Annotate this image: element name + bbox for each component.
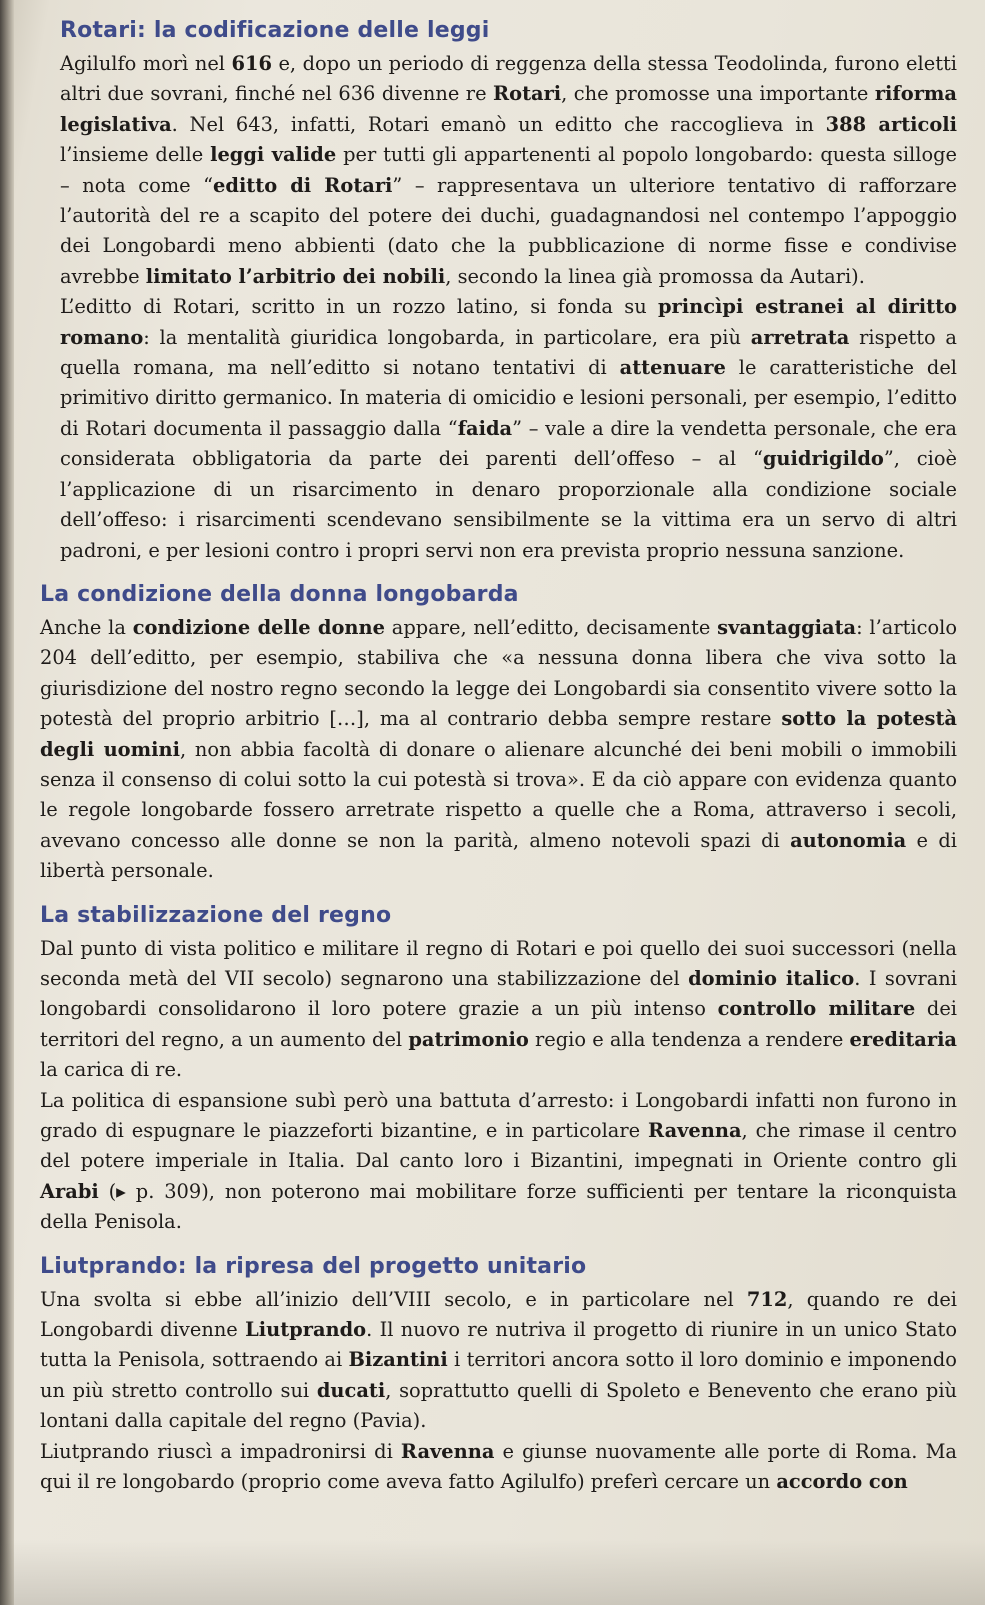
text-run: (▸ p. 309), non poterono mai mobilitare forze sufficienti per tentare la riconquista della Penisola.: [40, 1179, 957, 1234]
paragraph: [40, 1086, 957, 1238]
section: [40, 1254, 957, 1498]
text-run: . Nel 643, infatti, Rotari emanò un editto che raccoglieva in: [171, 112, 826, 136]
paragraph: [40, 1285, 957, 1437]
text-run: : l’articolo 204 dell’editto, per esempio, stabiliva che «a nessuna donna libera che viva sotto la giurisdizione del nostro regno secondo la legge dei Longobardi sia consentito vivere sotto la potestà del proprio arbitrio […], ma al contrario debba sempre restare: [40, 615, 958, 731]
text-run: , soprattutto quelli di Spoleto e Benevento che erano più lontani dalla capitale del regno (Pavia).: [40, 1378, 958, 1433]
text-run: per tutti gli appartenenti al popolo longobardo: questa silloge – nota come “: [60, 143, 958, 197]
text-run: e giunse nuovamente alle porte di Roma. Ma qui il re longobardo (proprio come aveva fatto Agilulfo) preferì cercare un: [40, 1439, 957, 1494]
text-run: ” – vale a dire la vendetta personale, che era considerata obbligatoria da parte dei parenti dell’offeso – al “: [60, 416, 957, 471]
bold-term: controllo militare: [717, 997, 916, 1021]
bold-term: dominio italico: [688, 966, 855, 990]
text-run: dei territori del regno, a un aumento del: [40, 997, 957, 1051]
bold-term: 616: [231, 52, 272, 75]
bold-term: svantaggiata: [717, 615, 857, 639]
page-binding-edge: [0, 0, 14, 1605]
bold-term: ereditaria: [849, 1027, 957, 1051]
text-run: . Il nuovo re nutriva il progetto di riunire in un unico Stato tutta la Penisola, sottraendo ai: [40, 1318, 957, 1372]
text-run: : la mentalità giuridica longobarda, in particolare, era più: [143, 325, 751, 349]
paragraph: [40, 613, 957, 887]
paragraph: [60, 49, 957, 292]
section: [40, 582, 957, 887]
bold-term: princìpi estranei al diritto romano: [60, 295, 957, 349]
text-run: , secondo la linea già promossa da Autari).: [445, 264, 865, 288]
text-run: , che rimase il centro del potere imperiale in Italia. Dal canto loro i Bizantini, impegnati in Oriente contro gli: [40, 1119, 957, 1173]
text-run: appare, nell’editto, decisamente: [384, 615, 718, 639]
page-bottom-shadow: [0, 1540, 985, 1605]
section: [40, 18, 957, 566]
page-content: [40, 18, 957, 1497]
bold-term: 388 articoli: [825, 112, 957, 136]
text-run: L’editto di Rotari, scritto in un rozzo latino, si fonda su: [60, 295, 658, 319]
bold-term: Arabi: [40, 1179, 99, 1203]
bold-term: sotto la potestà degli uomini: [40, 707, 957, 761]
text-run: ” – rappresentava un ulteriore tentativo di rafforzare l’autorità del re a scapito del potere dei duchi, guadagnandosi nel contempo l’appoggio dei Longobardi meno abbienti (dato che la pubblicazione di norme fisse e condivise avrebbe: [60, 173, 957, 288]
section-title: Rotari: la codificazione delle leggi: [60, 18, 490, 43]
section-title: La stabilizzazione del regno: [40, 902, 392, 928]
bold-term: autonomia: [790, 828, 907, 852]
bold-term: Bizantini: [348, 1348, 448, 1372]
bold-term: Ravenna: [648, 1119, 742, 1142]
bold-term: Ravenna: [400, 1439, 495, 1463]
section-title: Liutprando: la ripresa del progetto unitario: [40, 1253, 587, 1279]
bold-term: condizione delle donne: [132, 615, 385, 639]
bold-term: Liutprando: [245, 1318, 367, 1342]
text-run: ”, cioè l’applicazione di un risarcimento in denaro proporzionale alla condizione sociale dell’offeso: i risarcimenti scendevano sensibilmente se la vittima era un servo di altri padroni, e per lesioni contro i propri servi non era prevista proprio nessuna sanzione.: [60, 447, 957, 562]
bold-term: guidrigildo: [762, 447, 884, 471]
bold-term: limitato l’arbitrio dei nobili: [145, 264, 446, 288]
text-run: , che promosse una importante: [561, 82, 875, 106]
text-run: regio e alla tendenza a rendere: [528, 1027, 850, 1051]
paragraph: [60, 292, 957, 566]
text-run: e di libertà personale.: [40, 828, 957, 883]
paragraph: [40, 1437, 957, 1498]
bold-term: editto di Rotari: [213, 173, 393, 197]
text-run: Liutprando riuscì a impadronirsi di: [40, 1439, 401, 1463]
text-run: , non abbia facoltà di donare o alienare alcunché dei beni mobili o immobili senza il consenso di colui sotto la cui potestà si trova». E da ciò appare con evidenza quanto le regole longobarde fossero arretrate rispetto a quelle che a Roma, attraverso i secoli, avevano concesso alle donne se non la parità, almeno notevoli spazi di: [40, 737, 957, 852]
text-run: Una svolta si ebbe all’inizio dell’VIII secolo, e in particolare nel: [40, 1287, 747, 1311]
text-run: Anche la: [40, 615, 133, 639]
text-run: rispetto a quella romana, ma nell’editto si notano tentativi di: [60, 325, 957, 380]
section-title: La condizione della donna longobarda: [40, 581, 519, 607]
text-run: Agilulfo morì nel: [60, 52, 232, 75]
text-run: le caratteristiche del primitivo diritto germanico. In materia di omicidio e lesioni personali, per esempio, l’editto di Rotari documenta il passaggio dalla “: [60, 356, 957, 440]
bold-term: 712: [746, 1287, 788, 1311]
text-run: l’insieme delle: [60, 143, 211, 167]
text-run: . I sovrani longobardi consolidarono il loro potere grazie a un più intenso: [40, 966, 957, 1021]
text-run: La politica di espansione subì però una battuta d’arresto: i Longobardi infatti non furono in grado di espugnare le piazzeforti bizantine, e in particolare: [40, 1088, 957, 1142]
text-run: Dal punto di vista politico e militare il regno di Rotari e poi quello dei suoi successori (nella seconda metà del VII secolo) segnarono una stabilizzazione del: [40, 936, 957, 990]
bold-term: riforma legislativa: [60, 82, 957, 136]
bold-term: patrimonio: [408, 1027, 529, 1051]
bold-term: leggi valide: [210, 143, 337, 167]
section: [40, 903, 957, 1238]
text-run: i territori ancora sotto il loro dominio e imponendo un più stretto controllo sui: [40, 1348, 957, 1402]
bold-term: accordo con: [776, 1470, 908, 1494]
bold-term: Rotari: [493, 82, 562, 106]
bold-term: attenuare: [619, 356, 726, 380]
paragraph: [40, 934, 957, 1086]
text-run: , quando re dei Longobardi divenne: [40, 1287, 957, 1342]
bold-term: ducati: [316, 1378, 386, 1402]
text-run: la carica di re.: [40, 1058, 183, 1082]
bold-term: faida: [457, 416, 513, 440]
text-run: e, dopo un periodo di reggenza della stessa Teodolinda, furono eletti altri due sovrani, finché nel 636 divenne re: [60, 52, 957, 106]
bold-term: arretrata: [750, 325, 850, 349]
